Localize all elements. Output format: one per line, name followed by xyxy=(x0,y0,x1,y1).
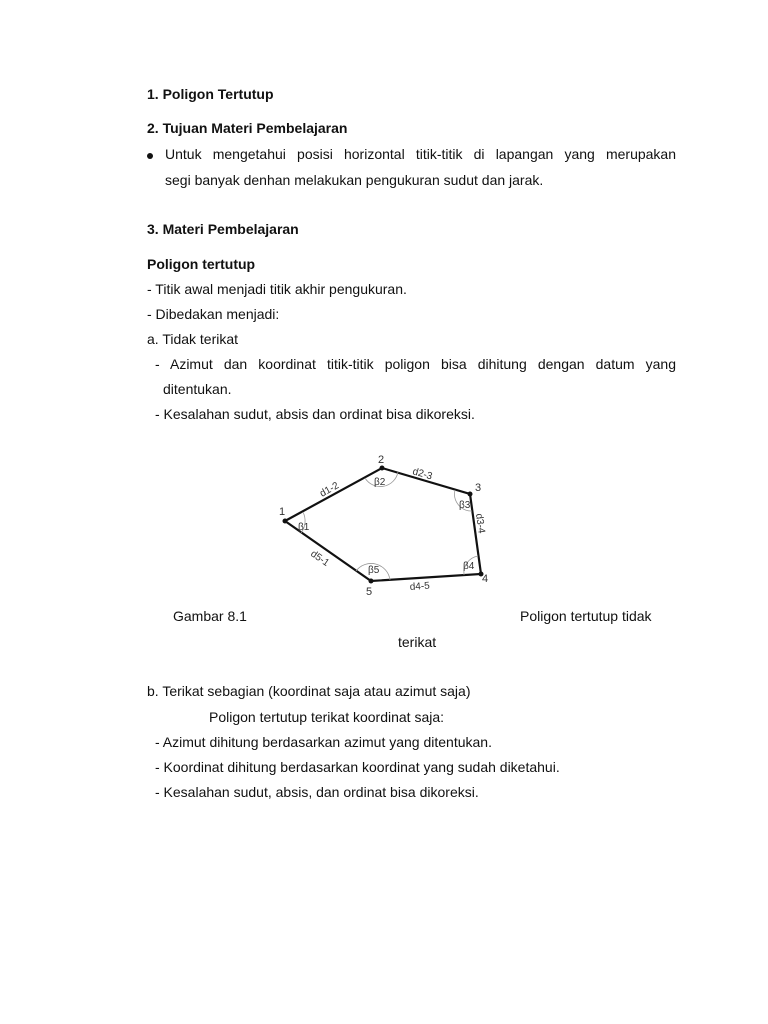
item-a-line-1-cont: ditentukan. xyxy=(163,381,232,397)
vertex-2 xyxy=(380,466,385,471)
vertex-1 xyxy=(283,519,288,524)
distance-label-d1-2: d1-2 xyxy=(318,480,341,500)
item-a-line-2: - Kesalahan sudut, absis dan ordinat bisa dikoreksi. xyxy=(155,406,475,422)
section-2-heading: 2. Tujuan Materi Pembelajaran xyxy=(147,120,348,136)
objective-line-2: segi banyak denhan melakukan pengukuran sudut dan jarak. xyxy=(165,172,544,188)
item-b-subtitle: Poligon tertutup terikat koordinat saja: xyxy=(209,709,445,725)
distance-label-d4-5: d4-5 xyxy=(409,580,431,593)
bullet-dot-icon xyxy=(147,153,153,159)
angle-label-beta3: β3 xyxy=(459,500,471,511)
vertex-5 xyxy=(369,579,374,584)
angle-label-beta4: β4 xyxy=(463,561,475,572)
point-label-3: 3 xyxy=(475,482,482,494)
distance-label-d2-3: d2-3 xyxy=(411,466,434,483)
point-label-4: 4 xyxy=(482,573,489,585)
angle-label-beta5: β5 xyxy=(368,565,380,576)
section-1-heading: 1. Poligon Tertutup xyxy=(147,86,274,102)
point-label-1: 1 xyxy=(279,506,286,518)
objective-line-1: Untuk mengetahui posisi horizontal titik-titik di lapangan yang merupakan xyxy=(165,146,676,162)
item-b-title: b. Terikat sebagian (koordinat saja atau azimut saja) xyxy=(147,683,471,699)
point-label-2: 2 xyxy=(378,454,385,466)
angle-label-beta1: β1 xyxy=(298,522,310,533)
figure-caption-number: Gambar 8.1 xyxy=(173,608,247,624)
figure-caption-title: Poligon tertutup tidak xyxy=(520,608,652,624)
item-a-title: a. Tidak terikat xyxy=(147,331,239,347)
section-3-heading: 3. Materi Pembelajaran xyxy=(147,221,299,237)
poligon-tertutup-subheading: Poligon tertutup xyxy=(147,256,256,272)
item-b-line-1: - Azimut dihitung berdasarkan azimut yang ditentukan. xyxy=(155,734,492,750)
distance-label-d5-1: d5-1 xyxy=(308,548,331,569)
point-label-5: 5 xyxy=(366,586,373,598)
angle-label-beta2: β2 xyxy=(374,477,386,488)
item-a-line-1: - Azimut dan koordinat titik-titik poligon bisa dihitung dengan datum yang xyxy=(155,356,676,372)
line-dibedakan: - Dibedakan menjadi: xyxy=(147,306,280,322)
line-titik-awal: - Titik awal menjadi titik akhir pengukuran. xyxy=(147,281,407,297)
distance-label-d3-4: d3-4 xyxy=(473,512,487,535)
polygon-diagram xyxy=(270,448,500,600)
figure-caption-title-cont: terikat xyxy=(398,634,437,650)
item-b-line-3: - Kesalahan sudut, absis, dan ordinat bisa dikoreksi. xyxy=(155,784,479,800)
vertex-3 xyxy=(468,492,473,497)
item-b-line-2: - Koordinat dihitung berdasarkan koordinat yang sudah diketahui. xyxy=(155,759,560,775)
